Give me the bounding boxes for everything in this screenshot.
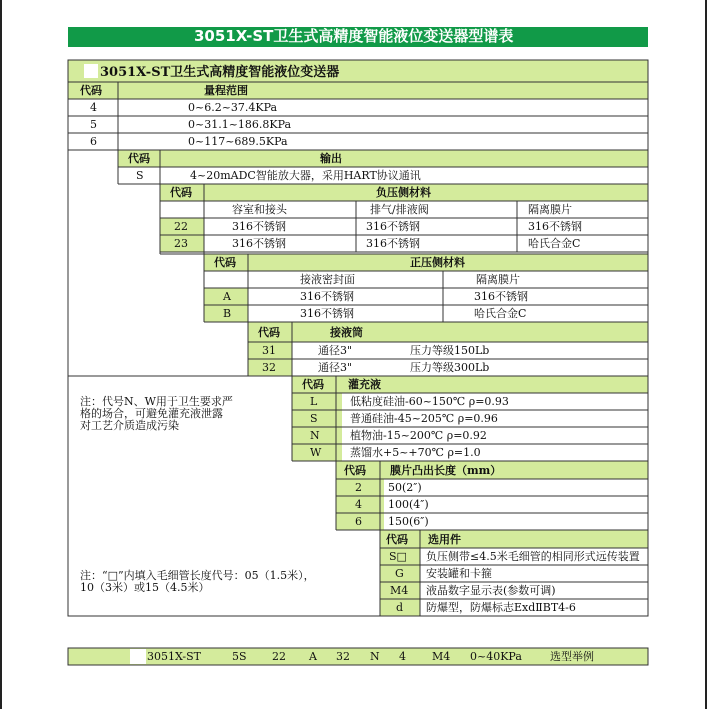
fill-value-l: 低粘度硅油-60~150℃ ρ=0.93 (350, 395, 509, 408)
low-23-c2: 316不锈钢 (366, 237, 420, 250)
fill-value-n: 植物油-15~200℃ ρ=0.92 (350, 429, 487, 442)
high-heading: 正压侧材料 (410, 256, 465, 269)
header-fill-fill (292, 376, 648, 393)
low-col-3: 隔离膜片 (528, 203, 572, 216)
high-b-c2: 哈氏合金C (474, 307, 527, 320)
high-code-a: A (223, 290, 231, 303)
title-blank-box (84, 64, 98, 78)
output-code-s: S (136, 169, 144, 182)
fill-code-n: N (310, 429, 320, 442)
options-value-m4: 液晶数字显示表(参数可调) (426, 584, 556, 597)
options-value-g: 安装罐和卡箍 (426, 567, 492, 580)
options-value-s: 负压侧带≤4.5米毛细管的相同形式远传装置 (426, 550, 640, 563)
example-range: 0~40KPa (470, 650, 522, 663)
low-22-c3: 316不锈钢 (528, 220, 582, 233)
range-value-5: 0~31.1~186.8KPa (188, 118, 292, 131)
tube-32-size: 通径3" (318, 361, 353, 374)
example-model: 3051X-ST (147, 650, 202, 663)
example-low-side: 22 (272, 650, 286, 663)
table-top-header: 3051X-ST卫生式高精度智能液位变送器 (100, 65, 340, 80)
low-code-label: 代码 (170, 186, 192, 199)
options-code-g: G (395, 567, 404, 580)
tube-code-31: 31 (262, 344, 276, 357)
diaphragm-heading: 膜片凸出长度（mm） (390, 464, 502, 477)
low-col-2: 排气/排液阀 (370, 203, 429, 216)
low-23-c3: 哈氏合金C (528, 237, 581, 250)
fill-note-line-2: 格的场合，可避免灌充液泄露 (80, 407, 223, 420)
high-col-1: 接液密封面 (300, 273, 355, 286)
page-title: 3051X-ST卫生式高精度智能液位变送器型谱表 (194, 27, 514, 45)
diaphragm-value-2: 50(2″) (388, 481, 422, 494)
high-code-b: B (223, 307, 232, 320)
example-tube: 32 (336, 650, 350, 663)
diaphragm-code-6: 6 (355, 515, 362, 528)
header-fill-range (68, 82, 648, 99)
low-22-c1: 316不锈钢 (232, 220, 286, 233)
low-code-23: 23 (174, 237, 188, 250)
example-label: 选型举例 (550, 650, 594, 663)
fill-code-s: S (310, 412, 318, 425)
high-code-label: 代码 (214, 256, 236, 269)
options-code-d: d (396, 601, 404, 614)
example-option: M4 (432, 650, 451, 663)
tube-32-rating: 压力等级300Lb (410, 361, 490, 374)
output-value-s: 4~20mADC智能放大器，采用HART协议通讯 (190, 169, 421, 182)
header-fill-output (118, 150, 648, 167)
example-blank-box (130, 649, 146, 664)
fill-value-w: 蒸馏水+5~+70℃ ρ=1.0 (350, 446, 481, 459)
tube-31-size: 通径3" (318, 344, 353, 357)
tube-heading: 接液筒 (330, 326, 363, 339)
low-col-1: 容室和接头 (232, 203, 287, 216)
options-note-line-2: 10（3米）或15（4.5米） (80, 581, 210, 594)
range-value-6: 0~117~689.5KPa (188, 135, 288, 148)
options-code-s: S□ (389, 550, 407, 563)
options-note-line-1: 注：“□”内填入毛细管长度代号：05（1.5米）， (80, 569, 315, 582)
diaphragm-value-6: 150(6″) (388, 515, 429, 528)
range-code-5: 5 (90, 118, 97, 131)
fill-code-w: W (310, 446, 322, 459)
fill-value-s: 普通硅油-45~205℃ ρ=0.96 (350, 412, 498, 425)
high-b-c1: 316不锈钢 (300, 307, 354, 320)
diaphragm-code-2: 2 (355, 481, 362, 494)
example-high-side: A (309, 650, 317, 663)
low-22-c2: 316不锈钢 (366, 220, 420, 233)
options-value-d: 防爆型，防爆标志ExdⅡBT4-6 (426, 601, 576, 614)
output-heading: 输出 (320, 152, 342, 165)
high-a-c1: 316不锈钢 (300, 290, 354, 303)
options-code-label: 代码 (386, 533, 408, 546)
high-a-c2: 316不锈钢 (474, 290, 528, 303)
range-code-6: 6 (90, 135, 97, 148)
diaphragm-code-4: 4 (355, 498, 362, 511)
example-output: 5S (232, 650, 247, 663)
tube-code-label: 代码 (258, 326, 280, 339)
example-diaphragm: 4 (399, 650, 406, 663)
options-heading: 选用件 (428, 533, 461, 546)
fill-code-label: 代码 (302, 378, 324, 391)
high-col-2: 隔离膜片 (476, 273, 520, 286)
example-fill: N (370, 650, 380, 663)
low-heading: 负压侧材料 (376, 186, 431, 199)
header-fill-tube (248, 322, 648, 342)
tube-code-32: 32 (262, 361, 276, 374)
diaphragm-value-4: 100(4″) (388, 498, 429, 511)
tube-31-rating: 压力等级150Lb (410, 344, 490, 357)
low-code-22: 22 (174, 220, 188, 233)
fill-code-l: L (310, 395, 318, 408)
fill-heading: 灌充液 (348, 378, 381, 391)
range-heading: 量程范围 (204, 84, 248, 97)
fill-note-line-1: 注：代号N、W用于卫生要求严 (80, 395, 233, 408)
options-code-m4: M4 (390, 584, 409, 597)
fill-note-line-3: 对工艺介质造成污染 (80, 419, 179, 432)
range-value-4: 0~6.2~37.4KPa (188, 101, 278, 114)
low-23-c1: 316不锈钢 (232, 237, 286, 250)
range-code-label: 代码 (80, 84, 102, 97)
range-code-4: 4 (90, 101, 97, 114)
diaphragm-code-label: 代码 (344, 464, 366, 477)
output-code-label: 代码 (128, 152, 150, 165)
